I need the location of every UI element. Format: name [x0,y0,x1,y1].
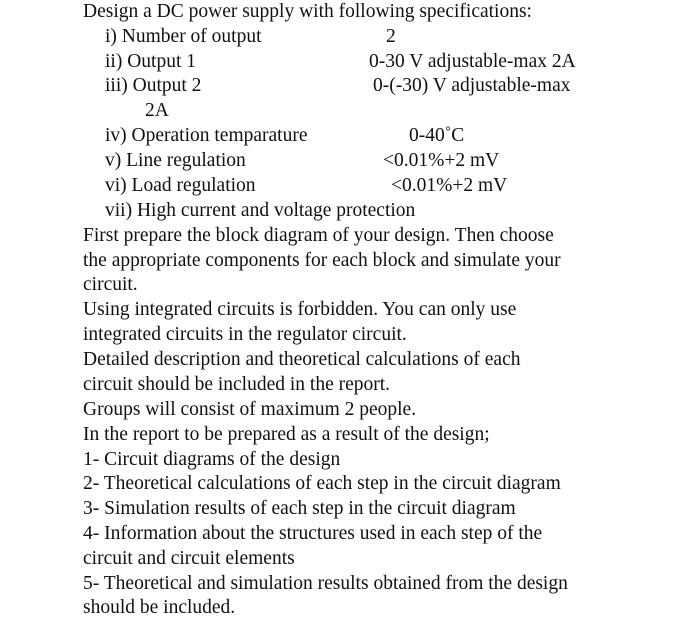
document-title: Design a DC power supply with following specifications: [83,1,532,22]
spec-label-number-of-output: i) Number of output [105,26,262,47]
paragraph-description-line-2: circuit should be included in the report. [83,374,391,395]
spec-value-line-regulation: <0.01%+2 mV [383,150,500,171]
report-item-5-line-2: should be included. [83,597,236,618]
report-item-2: 2- Theoretical calculations of each step in the circuit diagram [83,473,561,494]
spec-label-protection: vii) High current and voltage protection [105,200,416,221]
spec-label-output-2: iii) Output 2 [105,75,202,96]
spec-value-output-1: 0-30 V adjustable-max 2A [369,51,576,72]
report-item-4-line-2: circuit and circuit elements [83,548,295,569]
spec-value-operation-temperature: 0-40˚C [409,125,465,146]
report-item-3: 3- Simulation results of each step in the circuit diagram [83,498,516,519]
spec-label-operation-temperature: iv) Operation temparature [105,125,308,146]
paragraph-ic-rule-line-1: Using integrated circuits is forbidden. You can only use [83,299,517,320]
paragraph-block-diagram-line-2: the appropriate components for each block and simulate your [83,250,561,271]
paragraph-groups: Groups will consist of maximum 2 people. [83,399,417,420]
spec-label-output-1: ii) Output 1 [105,51,196,72]
spec-value-number-of-output: 2 [386,26,396,47]
paragraph-description-line-1: Detailed description and theoretical calculations of each [83,349,521,370]
report-item-5-line-1: 5- Theoretical and simulation results obtained from the design [83,573,568,594]
spec-value-output-2: 0-(-30) V adjustable-max [373,75,571,96]
spec-value-load-regulation: <0.01%+2 mV [391,175,508,196]
report-item-1: 1- Circuit diagrams of the design [83,449,341,470]
spec-label-load-regulation: vi) Load regulation [105,175,256,196]
paragraph-ic-rule-line-2: integrated circuits in the regulator circuit. [83,324,407,345]
paragraph-block-diagram-line-1: First prepare the block diagram of your design. Then choose [83,225,554,246]
paragraph-block-diagram-line-3: circuit. [83,274,138,295]
spec-value-output-2-continued: 2A [145,100,169,121]
report-item-4-line-1: 4- Information about the structures used in each step of the [83,523,543,544]
spec-label-line-regulation: v) Line regulation [105,150,246,171]
paragraph-report-intro: In the report to be prepared as a result of the design; [83,424,490,445]
